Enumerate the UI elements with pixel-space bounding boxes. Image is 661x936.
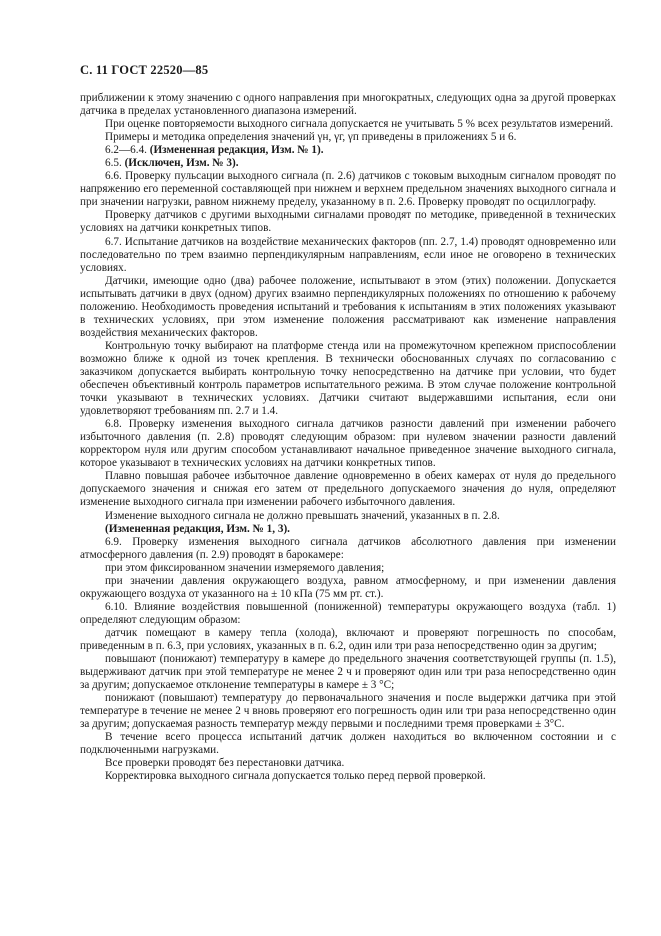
paragraph-text: приближении к этому значению с одного направления при многократных, следующих одна за другой проверках датчика в пределах установленного диапазона измерений.	[80, 92, 616, 118]
paragraph-text: понижают (повышают) температуру до первоначального значения и после выдержки датчика при этой температуре в течение не менее 2 ч вновь проверяют его погрешность один или три раза непосредственно один за другим; допускаемая разность температур между первыми и последними тремя проверками ± 3°С.	[80, 692, 616, 731]
paragraph	[80, 692, 616, 731]
paragraph-text: Корректировка выходного сигнала допускается только перед первой проверкой.	[105, 770, 486, 783]
paragraph	[80, 731, 616, 757]
paragraph-text: 6.6. Проверку пульсации выходного сигнала (п. 2.6) датчиков с токовым выходным сигналом проводят по напряжению его переменной составляющей при нижнем и верхнем предельном значениях выходного сигнала и при значении нагрузки, равном нижнему пределу, указанному в п. 2.6. Проверку проводят по осциллографу.	[80, 170, 616, 209]
paragraph-text: при значении давления окружающего воздуха, равном атмосферному, и при изменении давления окружающего воздуха от указанного на ± 10 кПа (75 мм рт. ст.).	[80, 574, 616, 600]
paragraph-text: 6.5.	[105, 157, 125, 170]
paragraph	[80, 627, 616, 653]
paragraph	[80, 170, 616, 209]
paragraph	[80, 418, 616, 470]
paragraph-text: Плавно повышая рабочее избыточное давление одновременно в обеих камерах от нуля до предельного допускаемого значения и снижая его затем от предельного допускаемого значения до нуля, определяют изменение выходного сигнала при изменении рабочего избыточного давления.	[80, 470, 616, 509]
paragraph-text: Примеры и методика определения значений γн, γг, γп приведены в приложениях 5 и 6.	[105, 131, 517, 144]
paragraph	[80, 131, 616, 144]
paragraph	[80, 157, 616, 170]
paragraph	[80, 523, 616, 536]
paragraph	[80, 236, 616, 275]
paragraph	[80, 601, 616, 627]
document-body	[80, 92, 616, 783]
paragraph-text: 6.9. Проверку изменения выходного сигнала датчиков абсолютного давления при изменении атмосферного давления (п. 2.9) проводят в барокамере:	[80, 535, 616, 561]
paragraph-text: В течение всего процесса испытаний датчик должен находиться во включенном состоянии и с подключенными нагрузками.	[80, 731, 616, 757]
paragraph-text: Контрольную точку выбирают на платформе стенда или на промежуточном крепежном приспособлении возможно ближе к одной из точек крепления. В технически обоснованных случаях по согласованию с заказчиком допускается выбирать контрольную точку непосредственно на датчике при условии, что будет обеспечен объективный контроль параметров испытательного режима. В этом случае положение контрольной точки указывают в технических условиях. Датчики считают выдержавшими испытания, если они удовлетворяют требованиям пп. 2.7 и 1.4.	[80, 339, 616, 418]
paragraph-text: Проверку датчиков с другими выходными сигналами проводят по методике, приведенной в технических условиях на датчики конкретных типов.	[80, 209, 616, 235]
paragraph-text: При оценке повторяемости выходного сигнала допускается не учитывать 5 % всех результатов измерений.	[105, 118, 614, 131]
paragraph	[80, 209, 616, 235]
paragraph-bold-note: (Измененная редакция, Изм. № 1, 3).	[105, 522, 290, 535]
paragraph-text: Изменение выходного сигнала не должно превышать значений, указанных в п. 2.8.	[105, 509, 500, 522]
paragraph	[80, 536, 616, 562]
paragraph-text: Датчики, имеющие одно (два) рабочее положение, испытывают в этом (этих) положении. Допускается испытывать датчики в двух (одном) других взаимно перпендикулярных положениях по отношению к рабочему положению. Необходимость проведения испытаний и требования к испытаниям в этих положениях указывают в технических условиях, при этом изменение положения рассматривают как изменение направления воздействия механических факторов.	[80, 274, 616, 339]
paragraph-text: датчик помещают в камеру тепла (холода), включают и проверяют погрешность по способам, приведенным в п. 6.3, при условиях, указанных в п. 6.2, один или три раза непосредственно один за другим;	[80, 626, 616, 652]
paragraph-text: при этом фиксированном значении измеряемого давления;	[105, 561, 385, 574]
page-header: С. 11 ГОСТ 22520—85	[80, 63, 209, 77]
paragraph	[80, 770, 616, 783]
paragraph-text: 6.8. Проверку изменения выходного сигнала датчиков разности давлений при изменении рабочего избыточного давления (п. 2.8) проводят следующим образом: при нулевом значении разности давлений корректором нуля или другим способом устанавливают начальное приведенное значение выходного сигнала, которое указывают в технических условиях на датчики конкретных типов.	[80, 418, 616, 470]
paragraph-bold-note: (Исключен, Изм. № 3).	[124, 157, 239, 170]
paragraph	[80, 275, 616, 340]
paragraph-text: 6.10. Влияние воздействия повышенной (пониженной) температуры окружающего воздуха (табл. 1) определяют следующим образом:	[80, 600, 616, 626]
paragraph-text: повышают (понижают) температуру в камере до предельного значения соответствующей группы (п. 1.5), выдерживают датчик при этой температуре не менее 2 ч и проверяют один или три раза непосредственно один за другим; допускаемое отклонение температуры в камере ± 3 °С;	[80, 653, 616, 692]
paragraph	[80, 340, 616, 418]
paragraph	[80, 653, 616, 692]
paragraph	[80, 118, 616, 131]
paragraph	[80, 757, 616, 770]
paragraph	[80, 562, 616, 575]
paragraph-text: 6.7. Испытание датчиков на воздействие механических факторов (пп. 2.7, 1.4) проводят одновременно или последовательно по трем взаимно перпендикулярным направлениям, если иное не оговорено в технических условиях.	[80, 235, 616, 274]
paragraph-text: 6.2—6.4.	[105, 144, 150, 157]
paragraph	[80, 510, 616, 523]
paragraph	[80, 575, 616, 601]
paragraph-bold-note: (Измененная редакция, Изм. № 1).	[149, 144, 324, 157]
paragraph	[80, 144, 616, 157]
paragraph-text: Все проверки проводят без перестановки датчика.	[105, 757, 345, 770]
paragraph	[80, 470, 616, 509]
paragraph	[80, 92, 616, 118]
